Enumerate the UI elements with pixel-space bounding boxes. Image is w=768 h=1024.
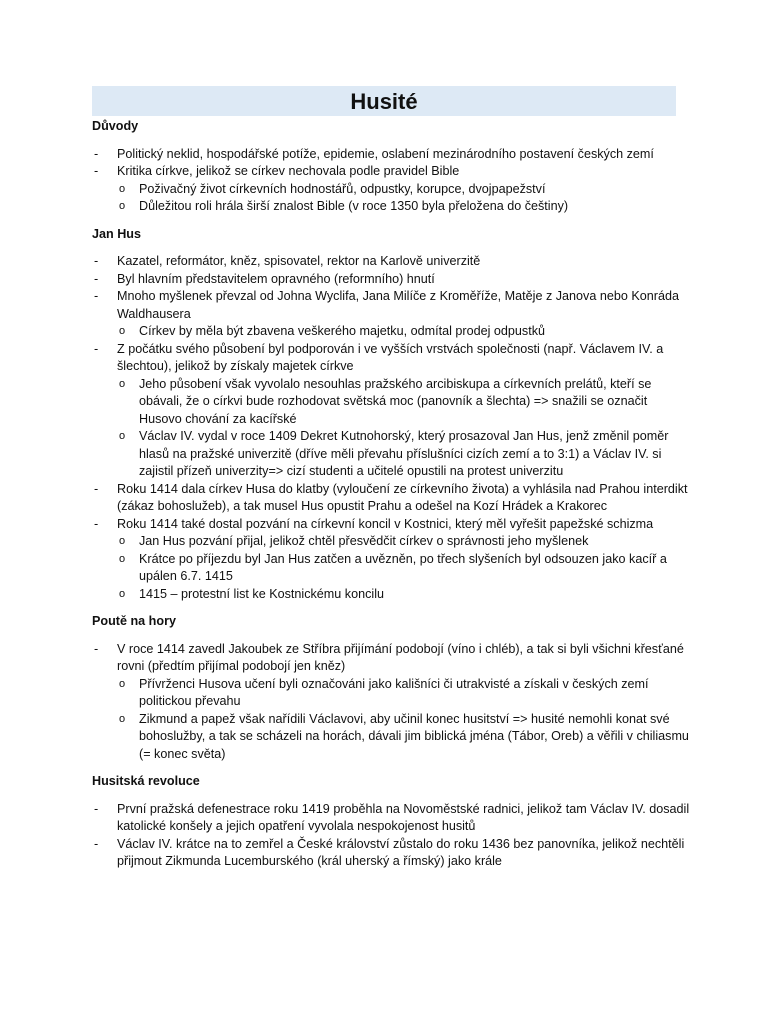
list-item <box>92 146 692 164</box>
sub-list-item-text: Jan Hus pozvání přijal, jelikož chtěl přesvědčit církev o správnosti jeho myšlenek <box>139 534 589 548</box>
list-item <box>92 271 692 289</box>
sub-list-item-text: Přívrženci Husova učení byli označováni jako kališníci či utrakvisté a získali v českých zemí politickou převahu <box>139 676 649 708</box>
sub-list-item <box>114 533 692 551</box>
sub-list-item-text: Poživačný život církevních hodnostářů, odpustky, korupce, dvojpapežství <box>139 181 546 196</box>
section-heading: Poutě na hory <box>92 614 176 628</box>
list-item <box>92 641 692 676</box>
heading-gap <box>92 631 692 641</box>
sub-list <box>114 181 692 216</box>
heading-gap <box>92 243 692 253</box>
sub-list-item <box>114 586 692 604</box>
list-item <box>92 481 692 516</box>
sub-list-item <box>114 428 692 481</box>
list-item <box>92 288 692 323</box>
list-item-text: Václav IV. krátce na to zemřel a České království zůstalo do roku 1436 bez panovníka, jelikož nechtěli přijmout Zikmunda Lucemburského (král uherský a římský) jako krále <box>117 836 685 868</box>
sub-list-wrapper <box>92 533 692 603</box>
section <box>92 226 692 604</box>
sub-list-item <box>114 198 692 216</box>
heading-gap <box>92 136 692 146</box>
sub-list-wrapper <box>92 676 692 764</box>
sub-list <box>114 376 692 481</box>
sub-list-item-text: Václav IV. vydal v roce 1409 Dekret Kutnohorský, který prosazoval Jan Hus, jenž změnil poměr hlasů na pražské univerzitě (dříve měli převahu příslušníci cizích zemí a to 3:1) a Václav IV. si zajistil přízeň univerzity=> cizí studenti a učitelé opustili na protest univerzitu <box>139 429 669 478</box>
bullet-list <box>92 641 692 764</box>
list-item-text: Byl hlavním představitelem opravného (reformního) hnutí <box>117 271 435 286</box>
sub-list-item-text: Zikmund a papež však nařídili Václavovi, aby učinil konec husitství => husité nemohli konat své bohoslužby, a tak se scházeli na horách, dávali jim biblická jména (Tábor, Oreb) a věřili v chiliasmu (= konec světa) <box>139 711 689 761</box>
sub-list-wrapper <box>92 323 692 341</box>
list-item-text: V roce 1414 zavedl Jakoubek ze Stříbra přijímání podobojí (víno i chléb), a tak si byli všichni křesťané rovni (předtím přijímal podobojí jen kněz) <box>117 641 684 673</box>
list-item <box>92 253 692 271</box>
title-bar <box>92 86 676 116</box>
list-item-text: Kazatel, reformátor, kněz, spisovatel, rektor na Karlově univerzitě <box>117 254 481 268</box>
list-item-text: Roku 1414 také dostal pozvání na církevní koncil v Kostnici, který měl vyřešit papežské schizma <box>117 516 654 531</box>
section-gap <box>92 603 692 613</box>
list-item <box>92 836 692 871</box>
sub-list-item <box>114 551 692 586</box>
section <box>92 118 692 216</box>
bullet-list <box>92 801 692 871</box>
section <box>92 613 692 763</box>
list-item-text: Politický neklid, hospodářské potíže, epidemie, oslabení mezinárodního postavení českých zemí <box>117 146 654 161</box>
bullet-list <box>92 146 692 216</box>
sub-list-item-text: Církev by měla být zbavena veškerého majetku, odmítal prodej odpustků <box>139 324 546 338</box>
sub-list-item-text: Jeho působení však vyvolalo nesouhlas pražského arcibiskupa a církevních prelátů, kteří se obávali, že o církvi bude rozhodovat světská moc (panovník a šlechta) => snažili se označit Husovo chování za kacířské <box>139 376 652 426</box>
sub-list <box>114 676 692 764</box>
sub-list-item <box>114 323 692 341</box>
section-heading: Husitská revoluce <box>92 774 200 788</box>
sub-list-wrapper <box>92 376 692 481</box>
list-item <box>92 163 692 181</box>
list-item-text: Kritika církve, jelikož se církev nechovala podle pravidel Bible <box>117 164 460 178</box>
sub-list-wrapper <box>92 181 692 216</box>
bullet-list <box>92 253 692 603</box>
list-item <box>92 801 692 836</box>
sub-list-item <box>114 676 692 711</box>
sub-list-item <box>114 181 692 199</box>
section-gap <box>92 216 692 226</box>
sub-list-item-text: 1415 – protestní list ke Kostnickému koncilu <box>139 586 385 601</box>
list-item-text: První pražská defenestrace roku 1419 proběhla na Novoměstské radnici, jelikož tam Václav IV. dosadil katolické konšely a jejich opatření vyvolala nespokojenost husitů <box>117 801 690 833</box>
document-body <box>92 118 692 871</box>
sub-list-item <box>114 376 692 429</box>
sub-list <box>114 323 692 341</box>
list-item-text: Z počátku svého působení byl podporován i ve vyšších vrstvách společnosti (např. Václavem IV. a šlechtou), jelikož by získaly majetek církve <box>117 341 664 373</box>
list-item <box>92 516 692 534</box>
section-heading: Důvody <box>92 119 139 133</box>
section-heading: Jan Hus <box>92 226 141 241</box>
page-title: Husité <box>350 89 418 114</box>
sub-list-item-text: Důležitou roli hrála širší znalost Bible (v roce 1350 byla přeložena do češtiny) <box>139 199 569 213</box>
sub-list <box>114 533 692 603</box>
section <box>92 773 692 871</box>
heading-gap <box>92 791 692 801</box>
sub-list-item-text: Krátce po příjezdu byl Jan Hus zatčen a uvězněn, po třech slyšeních byl odsouzen jako kacíř a upálen 6.7. 1415 <box>139 551 667 583</box>
list-item-text: Roku 1414 dala církev Husa do klatby (vyloučení ze církevního života) a vyhlásila nad Prahou interdikt (zákaz bohoslužeb), a tak musel Hus opustit Prahu a odešel na Kozí Hrádek a Krakorec <box>117 481 688 513</box>
list-item <box>92 341 692 376</box>
sub-list-item <box>114 711 692 764</box>
list-item-text: Mnoho myšlenek převzal od Johna Wyclifa, Jana Milíče z Kroměříže, Matěje z Janova nebo Konráda Waldhausera <box>117 289 679 321</box>
section-gap <box>92 763 692 773</box>
